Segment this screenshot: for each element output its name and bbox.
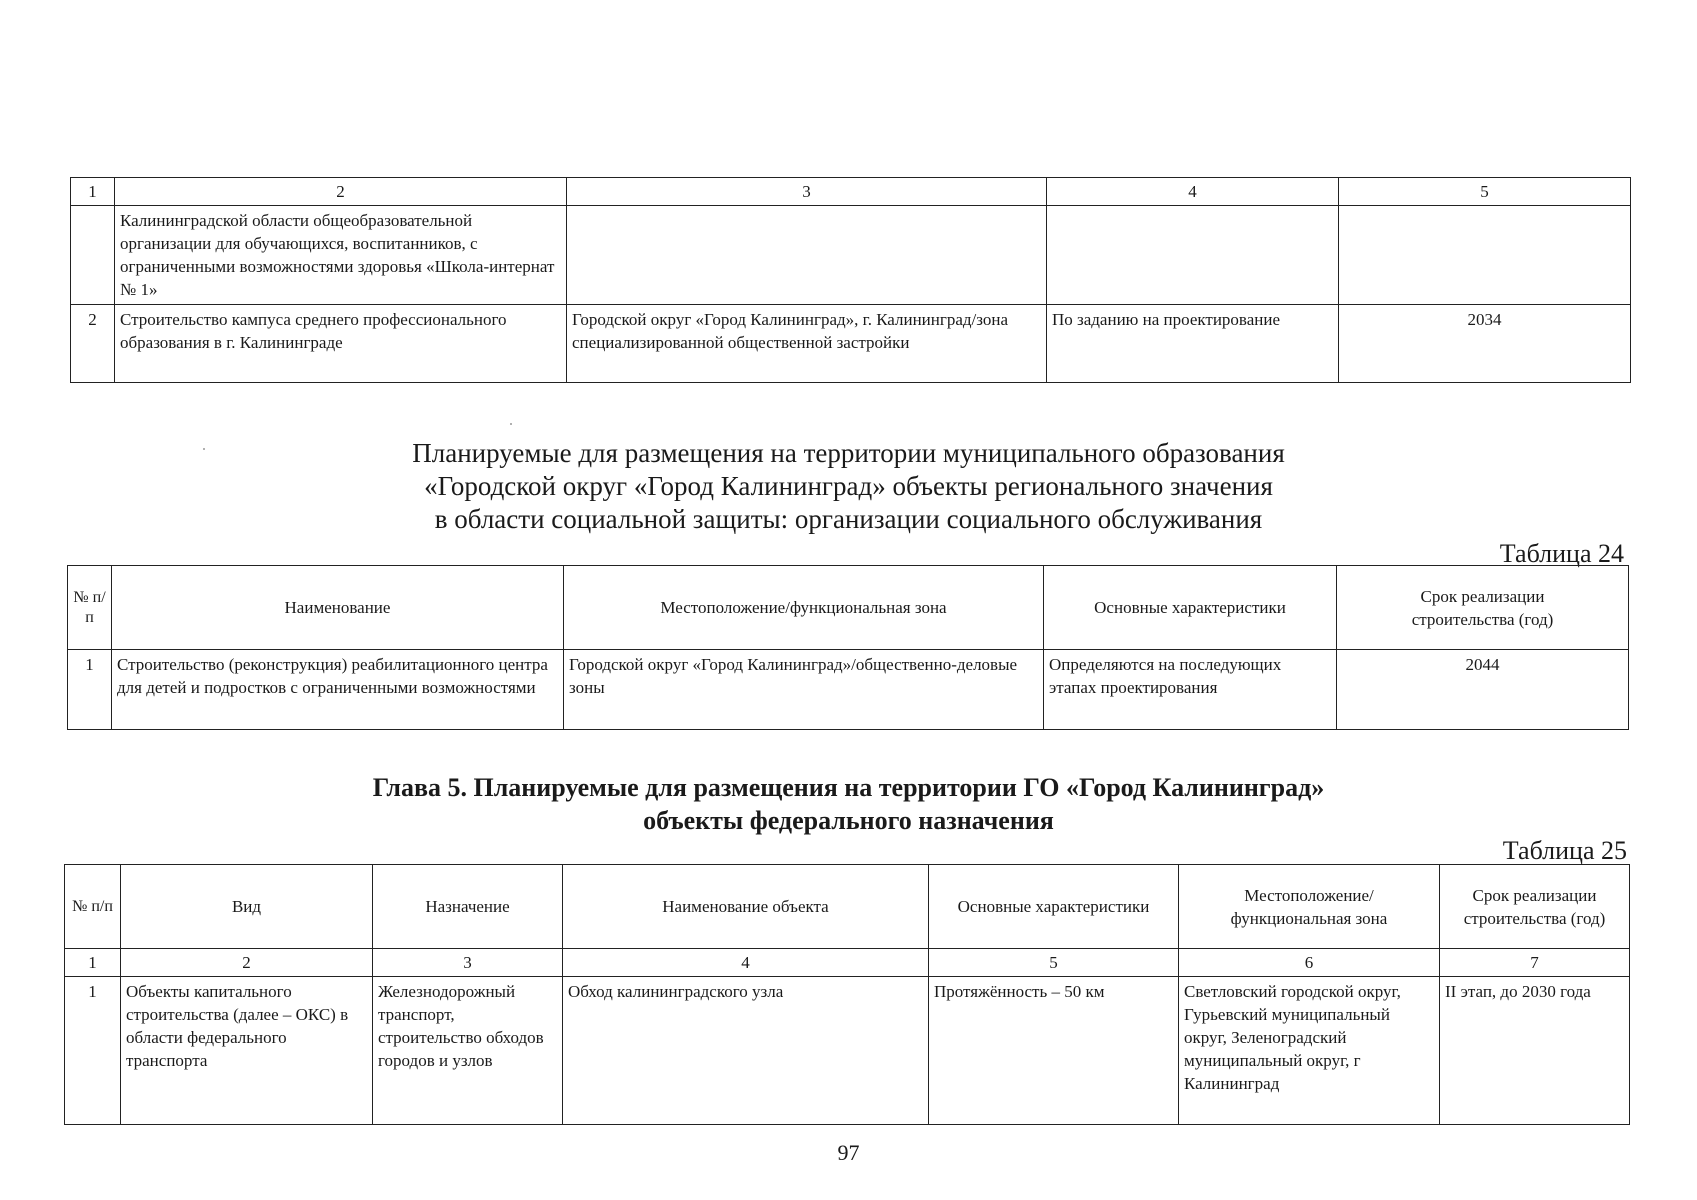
heading-line: объекты федерального назначения — [643, 806, 1054, 835]
column-header: № п/п — [65, 865, 121, 949]
heading-line: в области социальной защиты: организации социального обслуживания — [434, 504, 1263, 534]
column-header: Местоположение/функциональная зона — [564, 566, 1044, 650]
table-row — [65, 977, 1630, 1125]
table-label-25: Таблица 25 — [1502, 836, 1627, 865]
column-number: 4 — [563, 949, 929, 977]
object-name: Строительство кампуса среднего профессионального образования в г. Калининграде — [115, 305, 567, 383]
column-number: 2 — [115, 178, 567, 206]
column-header: № п/п — [68, 566, 112, 650]
object-term: 2034 — [1339, 305, 1631, 383]
column-header: Наименование объекта — [563, 865, 929, 949]
column-number: 3 — [567, 178, 1047, 206]
column-header: Местоположение/ функциональная зона — [1179, 865, 1440, 949]
continuation-table — [70, 177, 1631, 383]
column-header: Срок реализации строительства (год) — [1337, 566, 1629, 650]
column-header: Наименование — [112, 566, 564, 650]
object-location: Городской округ «Город Калининград»/общественно-деловые зоны — [564, 650, 1044, 730]
table-header-row — [65, 865, 1630, 949]
column-number: 2 — [121, 949, 373, 977]
column-header: Основные характеристики — [1044, 566, 1337, 650]
column-number-row — [65, 949, 1630, 977]
column-header: Срок реализации строительства (год) — [1440, 865, 1630, 949]
row-number: 1 — [68, 650, 112, 730]
row-number — [71, 206, 115, 305]
column-number: 5 — [929, 949, 1179, 977]
column-number: 5 — [1339, 178, 1631, 206]
table-label-24: Таблица 24 — [1499, 539, 1624, 568]
column-header: Вид — [121, 865, 373, 949]
table-25 — [64, 864, 1630, 1125]
column-number: 1 — [65, 949, 121, 977]
chapter-5-heading — [0, 771, 1697, 837]
table-24 — [67, 565, 1629, 730]
section-heading-social — [0, 437, 1697, 536]
row-number: 2 — [71, 305, 115, 383]
row-number: 1 — [65, 977, 121, 1125]
column-number: 4 — [1047, 178, 1339, 206]
column-number-row — [71, 178, 1631, 206]
object-term: II этап, до 2030 года — [1440, 977, 1630, 1125]
column-number: 6 — [1179, 949, 1440, 977]
table-row — [68, 650, 1629, 730]
object-location: Городской округ «Город Калининград», г. Калининград/зона специализированной общественной застройки — [567, 305, 1047, 383]
column-number: 1 — [71, 178, 115, 206]
table-header-row — [68, 566, 1629, 650]
object-characteristics: Протяжённость – 50 км — [929, 977, 1179, 1125]
object-characteristics: По заданию на проектирование — [1047, 305, 1339, 383]
object-characteristics: Определяются на последующих этапах проектирования — [1044, 650, 1337, 730]
column-header: Назначение — [373, 865, 563, 949]
object-name: Обход калининградского узла — [563, 977, 929, 1125]
object-name: Строительство (реконструкция) реабилитационного центра для детей и подростков с ограниченными возможностями — [112, 650, 564, 730]
column-number: 3 — [373, 949, 563, 977]
heading-line: Глава 5. Планируемые для размещения на территории ГО «Город Калининград» — [372, 773, 1325, 802]
object-term — [1339, 206, 1631, 305]
object-name: Калининградской области общеобразовательной организации для обучающихся, воспитанников, с ограниченными возможностями здоровья «Школа-интернат № 1» — [115, 206, 567, 305]
object-location — [567, 206, 1047, 305]
column-number: 7 — [1440, 949, 1630, 977]
object-purpose: Железнодорожный транспорт, строительство обходов городов и узлов — [373, 977, 563, 1125]
page-number: 97 — [837, 1140, 860, 1165]
table-row — [71, 305, 1631, 383]
table-row — [71, 206, 1631, 305]
scan-speck — [510, 423, 512, 425]
heading-line: «Городской округ «Город Калининград» объекты регионального значения — [424, 471, 1273, 501]
object-term: 2044 — [1337, 650, 1629, 730]
column-header: Основные характеристики — [929, 865, 1179, 949]
object-characteristics — [1047, 206, 1339, 305]
object-location: Светловский городской округ, Гурьевский муниципальный округ, Зеленоградский муниципальный округ, г Калининград — [1179, 977, 1440, 1125]
object-kind: Объекты капитального строительства (далее – ОКС) в области федерального транспорта — [121, 977, 373, 1125]
scan-speck — [203, 448, 205, 450]
heading-line: Планируемые для размещения на территории муниципального образования — [412, 438, 1285, 468]
